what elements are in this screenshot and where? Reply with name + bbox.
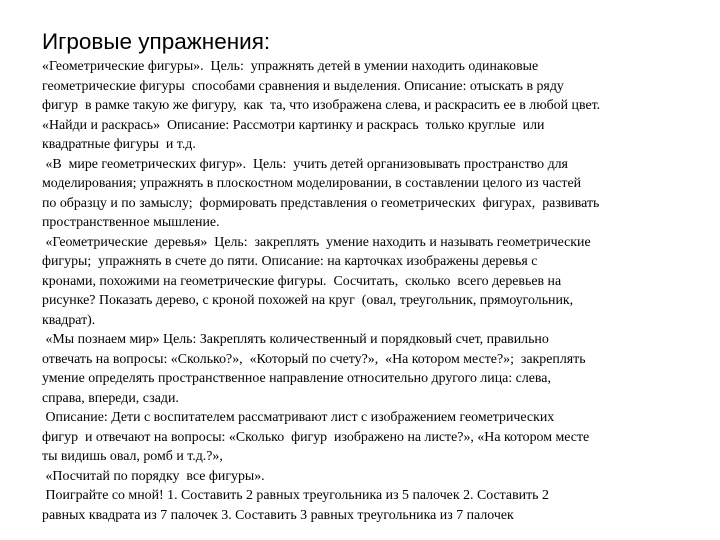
body-line-3: фигур в рамке такую же фигуру, как та, что изображена слева, и раскрасить ее в любой цвет. <box>42 98 601 113</box>
body-line-12: кронами, похожими на геометрические фигуры. Сосчитать, сколько всего деревьев на <box>42 273 562 289</box>
body-line-1: «Геометрические фигуры». Цель: упражнять детей в умении находить одинаковые <box>42 59 539 74</box>
body-line-16: отвечать на вопросы: «Сколько?», «Который по счету?», «На котором месте?»; закреплять <box>42 351 586 367</box>
body-line-14: квадрат). <box>42 312 96 328</box>
body-line-6: «В мире геометрических фигур». Цель: учить детей организовывать пространство для <box>42 156 568 172</box>
body-line-20: фигур и отвечают на вопросы: «Сколько фигур изображено на листе?», «На котором месте <box>42 429 590 445</box>
body-line-17: умение определять пространственное направление относительно другого лица: слева, <box>42 371 551 386</box>
body-line-10: «Геометрические деревья» Цель: закреплять умение находить и называть геометрические <box>42 234 591 250</box>
body-line-4: «Найди и раскрась» Описание: Рассмотри картинку и раскрась только круглые или <box>42 117 545 133</box>
body-line-13: рисунке? Показать дерево, с кроной похожей на круг (овал, треугольник, прямоугольник, <box>42 293 574 308</box>
body-line-18: справа, впереди, сзади. <box>42 390 179 406</box>
body-line-11: фигуры; упражнять в счете до пяти. Описание: на карточках изображены деревья с <box>42 254 538 269</box>
body-line-24: равных квадрата из 7 палочек 3. Составить 3 равных треугольника из 7 палочек <box>42 507 514 523</box>
body-line-2: геометрические фигуры способами сравнения и выделения. Описание: отыскать в ряду <box>42 78 564 94</box>
body-line-9: пространственное мышление. <box>42 215 220 230</box>
body-line-7: моделирования; упражнять в плоскостном моделировании, в составлении целого из частей <box>42 176 582 191</box>
body-line-5: квадратные фигуры и т.д. <box>42 137 196 152</box>
body-line-23: Поиграйте со мной! 1. Составить 2 равных треугольника из 5 палочек 2. Составить 2 <box>42 488 549 503</box>
body-line-19: Описание: Дети с воспитателем рассматривают лист с изображением геометрических <box>42 410 555 425</box>
slide-title: Игровые упражнения: <box>42 29 271 54</box>
body-line-21: ты видишь овал, ромб и т.д.?», <box>42 449 223 464</box>
body-line-22: «Посчитай по порядку все фигуры». <box>42 468 265 484</box>
body-line-8: по образцу и по замыслу; формировать представления о геометрических фигурах, развивать <box>42 195 600 211</box>
body-line-15: «Мы познаем мир» Цель: Закреплять количественный и порядковый счет, правильно <box>42 332 549 347</box>
slide-body <box>42 57 702 525</box>
